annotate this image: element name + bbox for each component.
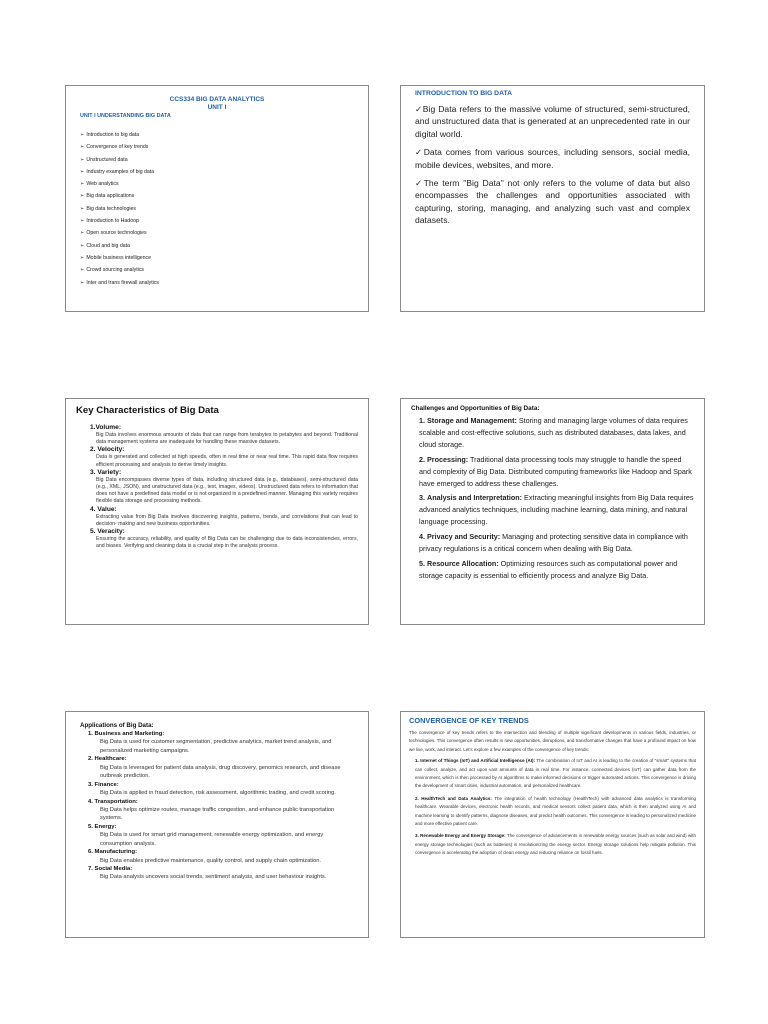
application-heading: 5. Energy: (88, 823, 117, 830)
application-description: Big Data is applied in fraud detection, risk assessment, algorithmic trading, and credit scoring. (100, 789, 336, 796)
arrow-bullet-icon: ➢ (80, 242, 85, 249)
application-heading: 2. Healthcare: (88, 756, 127, 763)
slide-title: Applications of Big Data: (80, 722, 154, 729)
arrow-bullet-icon: ➢ (80, 193, 85, 200)
convergence-list (409, 757, 696, 857)
characteristic-description: Big Data involves enormous amounts of data that can range from terabytes to petabytes and beyond. Traditional data management systems are inadequate for handling these massive datasets. (96, 432, 358, 446)
topic-item (80, 166, 354, 178)
intro-paragraph: ✓The term "Big Data" not only refers to the volume of data but also encompasses the challenges and opportunities associated with capturing, storing, managing, and analyzing such vast and complex datasets. (415, 178, 690, 226)
arrow-bullet-icon: ➢ (80, 205, 85, 212)
application-heading: 1. Business and Marketing: (88, 731, 165, 737)
application-description: Big Data analysis uncovers social trends, sentiment analysis, and user behaviour insights. (100, 874, 327, 881)
convergence-description: The combination of IoT and AI is leading to the creation of "smart" systems that can collect, analyze, and act upon vast amounts of data in real time. For instance, connected devices (IoT) can gather data from the environment, which is then processed by AI algorithms to make informed decisions or trigger automated actions. This convergence is driving the development of smart cities, industrial automation, and personalized healthcare. (415, 758, 696, 789)
challenge-number: 2. (419, 454, 425, 464)
convergence-item (415, 795, 696, 829)
challenge-heading: Resource Allocation: (427, 558, 499, 568)
challenge-number: 4. (419, 532, 425, 542)
topic-label: Mobile business intelligence (86, 254, 151, 261)
topic-label: Inter and trans firewall analytics (86, 279, 160, 286)
topic-item (80, 154, 354, 166)
characteristic-heading: 5. Veracity: (90, 528, 125, 536)
challenge-description: Optimizing resources such as computational power and storage capacity is essential to efficiently process and analyze Big Data. (419, 558, 678, 580)
topic-list (80, 129, 354, 289)
characteristic-description: Extracting value from Big Data involves discovering insights, patterns, trends, and correlations that can lead to decision- making and new business opportunities. (96, 513, 358, 527)
topic-item (80, 277, 354, 289)
convergence-item (415, 832, 696, 857)
arrow-bullet-icon: ➢ (80, 230, 85, 237)
convergence-description: The integration of health technology (HealthTech) with advanced data analytics is transforming healthcare. Wearable devices, electronic health records, and medical sensors collect patient data, which is then analyzed using AI and machine learning to identify patterns, diagnose diseases, and predict health outcomes. This convergence is leading to personalized medicine and more effective patient care. (415, 795, 696, 827)
arrow-bullet-icon: ➢ (80, 144, 85, 151)
characteristic-heading: 3. Variety: (90, 468, 122, 476)
arrow-bullet-icon: ➢ (80, 254, 85, 261)
unit-heading: UNIT I UNDERSTANDING BIG DATA (80, 113, 171, 119)
arrow-bullet-icon: ➢ (80, 279, 85, 286)
challenge-heading: Storage and Management: (427, 416, 517, 425)
topic-item (80, 203, 354, 215)
challenge-item (419, 558, 694, 582)
applications-list (80, 730, 354, 882)
application-description: Big Data is leveraged for patient data analysis, drug discovery, genomics research, and disease outbreak prediction. (100, 764, 341, 780)
application-heading: 4. Transportation: (88, 798, 138, 805)
topic-item (80, 227, 354, 239)
arrow-bullet-icon: ➢ (80, 132, 85, 138)
topic-item (80, 141, 354, 153)
convergence-heading: HealthTech and Data Analytics: (421, 795, 492, 801)
arrow-bullet-icon: ➢ (80, 267, 85, 274)
application-heading: 3. Finance: (88, 781, 119, 788)
topic-label: Web analytics (86, 181, 119, 188)
convergence-heading: Internet of Things (IoT) and Artificial Intelligence (AI): (420, 758, 536, 764)
convergence-number: 2. (415, 795, 419, 801)
topic-item (80, 178, 354, 190)
challenge-number: 3. (419, 493, 425, 503)
topic-label: Cloud and big data (86, 242, 130, 249)
challenge-heading: Processing: (427, 454, 469, 464)
convergence-description: The convergence of advancements in renewable energy sources (such as solar and wind) with energy storage technologies (such as batteries) is revolutionizing the energy sector. Energy storage solutions help mitigate pollution. This convergence is accelerating the adoption of clean energy and reducing reliance on fossil fuels. (415, 833, 696, 856)
topic-label: Convergence of key trends (86, 144, 149, 151)
application-heading: 7. Social Media: (88, 866, 133, 873)
characteristic-heading: 2. Velocity: (90, 446, 125, 454)
challenges-list (411, 415, 694, 582)
topic-label: Unstructured data (86, 156, 128, 163)
slide-introduction (400, 85, 705, 312)
characteristic-heading: 4. Value: (90, 505, 117, 513)
topic-label: Introduction to Hadoop (86, 218, 139, 225)
challenge-item (419, 492, 694, 528)
characteristic-description: Ensuring the accuracy, reliability, and quality of Big Data can be challenging due to data inconsistencies, errors, and biases. Verifying and cleaning data is a crucial step in the analysis process. (96, 536, 358, 550)
application-description: Big Data helps optimize routes, manage traffic congestion, and enhance public transportation systems. (100, 806, 335, 822)
characteristic-description: Big Data encompasses diverse types of data, including structured data (e.g., databases), semi-structured data (e.g., XML, JSON), and unstructured data (e.g., text, images, videos). Unstructured data refers to information that does not have a predefined data model or is not organized in a predefined manner. Managing this variety requires flexible data storage and processing methods. (96, 476, 358, 505)
application-heading: 6. Manufacturing: (88, 849, 138, 856)
topic-item (80, 129, 354, 141)
arrow-bullet-icon: ➢ (80, 218, 85, 225)
topic-label: Crowd sourcing analytics (86, 267, 145, 274)
topic-item (80, 190, 354, 202)
slide-applications (65, 711, 369, 938)
application-description: Big Data is used for customer segmentation, predictive analytics, market trend analysis, and personalized marketing campaigns. (100, 739, 332, 754)
arrow-bullet-icon: ➢ (80, 181, 85, 188)
slide-title: CONVERGENCE OF KEY TRENDS (409, 716, 529, 725)
characteristic-description: Data is generated and collected at high speeds, often in real time or near real time. This rapid data flow requires efficient processing and analysis to derive timely insights. (96, 454, 358, 468)
topic-item (80, 264, 354, 276)
application-description: Big Data is used for smart grid management, renewable energy optimization, and energy consumption analysis. (100, 832, 324, 847)
characteristic-heading: 1.Volume: (90, 424, 122, 431)
slide-title: INTRODUCTION TO BIG DATA (415, 90, 513, 97)
topic-label: Big data technologies (86, 205, 136, 212)
arrow-bullet-icon: ➢ (80, 168, 85, 175)
challenge-item (419, 454, 694, 490)
convergence-intro: The convergence of key trends refers to the intersection and blending of multiple significant developments in various fields, industries, or technologies. This convergence often results in new opportunities, disruptions, and transformative changes that have a profound impact on how we live, work, and interact. Let's explore a few examples of the convergence of key trends: (409, 730, 696, 752)
topic-label: Open source technologies (86, 230, 147, 237)
characteristics-list (76, 424, 358, 550)
slide-challenges (400, 398, 705, 625)
intro-paragraph: ✓Data comes from various sources, including sensors, social media, mobile devices, websites, and more. (415, 147, 690, 170)
challenge-item (419, 415, 694, 451)
intro-paragraph: ✓Big Data refers to the massive volume of structured, semi-structured, and unstructured data that is generated at an unprecedented rate in our digital world. (415, 104, 690, 139)
arrow-bullet-icon: ➢ (80, 156, 85, 163)
challenge-description: Storing and managing large volumes of data requires scalable and cost-effective solutions, such as distributed databases, data lakes, and cloud storage. (419, 416, 688, 449)
convergence-item (415, 757, 696, 791)
slide-convergence (400, 711, 705, 938)
topic-item (80, 240, 354, 252)
topic-item (80, 215, 354, 227)
topic-label: Industry examples of big data (86, 168, 155, 175)
topic-label: Big data applications (86, 193, 135, 200)
course-title: CCS334 BIG DATA ANALYTICS (169, 96, 265, 103)
challenge-description: Extracting meaningful insights from Big Data requires advanced analytics techniques, including machine learning, data mining, and natural language processing. (419, 493, 694, 527)
topic-item (80, 252, 354, 264)
challenge-description: Traditional data processing tools may struggle to handle the speed and complexity of Big Data. Distributed computing frameworks like Hadoop and Spark have emerged to address these challenges. (419, 454, 692, 488)
challenge-description: Managing and protecting sensitive data in compliance with privacy regulations is a critical concern when dealing with Big Data. (419, 532, 688, 554)
topic-label: Introduction to big data (86, 132, 140, 138)
challenge-number: 1. (419, 416, 425, 425)
challenge-heading: Analysis and Interpretation: (427, 493, 523, 503)
convergence-number: 1. (415, 758, 419, 764)
application-description: Big Data enables predictive maintenance, quality control, and supply chain optimization. (100, 857, 321, 864)
unit-label: UNIT I (207, 104, 227, 111)
slide-title: Key Characteristics of Big Data (76, 405, 219, 416)
challenge-number: 5. (419, 558, 425, 568)
challenge-item (419, 531, 694, 555)
slide-course-overview (65, 85, 369, 312)
slide-key-characteristics (65, 398, 369, 625)
convergence-heading: Renewable Energy and Energy Storage: (420, 833, 506, 839)
challenge-heading: Privacy and Security: (427, 532, 501, 542)
convergence-number: 3. (415, 833, 419, 839)
slide-title: Challenges and Opportunities of Big Data: (411, 405, 540, 412)
